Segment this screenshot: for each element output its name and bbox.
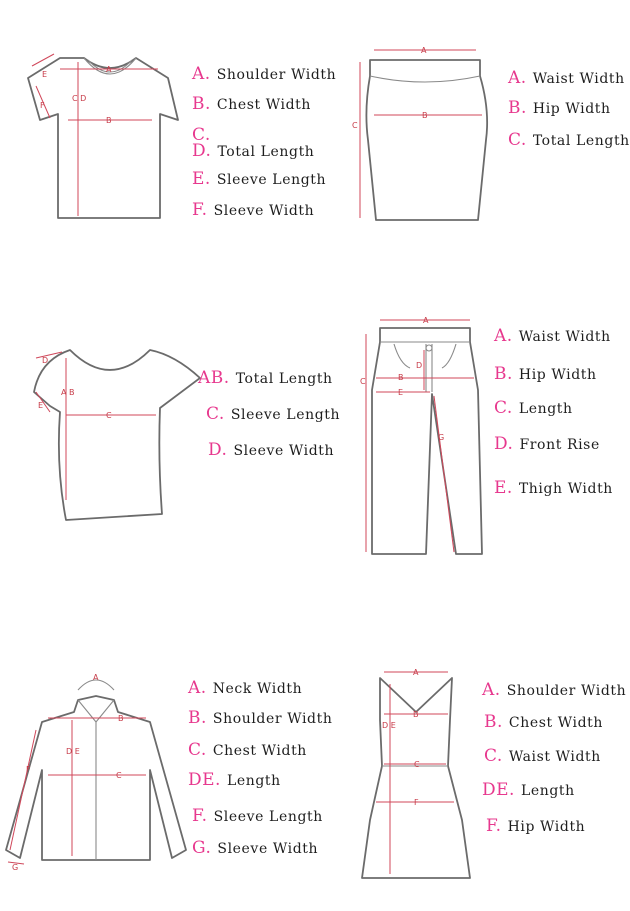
shirt-mark-f: F [26,765,31,774]
shirt-mark-a: A [93,673,99,682]
dress-mark-a: A [413,668,419,677]
legend-item: C. Sleeve Length [206,404,341,424]
skirt-panel [350,0,630,240]
skirt-mark-b: B [422,111,428,120]
legend-item: B. Shoulder Width [188,708,333,728]
legend-item: E. Thigh Width [494,478,613,498]
legend-item: DE. Length [188,770,281,790]
legend-item: A. Shoulder Width [482,680,627,700]
legend-item: A. Waist Width [494,326,611,346]
tshirt-mark-cd: C D [72,94,87,103]
dress-mark-de: D E [382,721,396,730]
pants-mark-c: C [360,377,366,386]
legend-item: B. Chest Width [484,712,604,732]
dress-panel [350,660,630,900]
dress-mark-b: B [413,710,419,719]
dress-mark-c: C [414,760,420,769]
pants-mark-d: D [416,361,423,370]
batwing-icon [0,300,200,540]
legend-item: B. Hip Width [508,98,611,118]
batwing-mark-ab: A B [61,388,75,397]
pants-icon [350,300,500,560]
shirt-panel [0,660,350,900]
pants-mark-g: G [438,433,445,442]
pants-mark-a: A [423,316,429,325]
legend-item: B. Hip Width [494,364,597,384]
legend-item: D. Total Length [192,141,315,161]
dress-mark-f: F [414,798,419,807]
legend-item: E. Sleeve Length [192,169,327,189]
legend-item: C. Total Length [508,130,630,150]
shirt-icon [0,660,190,890]
shirt-mark-g: G [12,863,19,872]
batwing-panel [0,300,350,560]
dress-icon [350,660,490,890]
legend-item: F. Sleeve Width [192,200,315,220]
legend-item: A. Shoulder Width [192,64,337,84]
tshirt-mark-e: E [42,70,48,79]
shirt-mark-de: D E [66,747,80,756]
skirt-icon [350,0,500,230]
legend-item: AB. Total Length [198,368,333,388]
legend-item: A. Neck Width [188,678,303,698]
legend-item: A. Waist Width [508,68,625,88]
pants-mark-e: E [398,388,404,397]
legend-item: DE. Length [482,780,575,800]
legend-item: D. Sleeve Width [208,440,335,460]
pants-panel [350,300,630,570]
legend-item: D. Front Rise [494,434,600,454]
legend-item: F. Sleeve Length [192,806,323,826]
legend-item: C. Waist Width [484,746,601,766]
tshirt-mark-a: A [106,65,112,74]
batwing-mark-e: E [38,401,44,410]
batwing-mark-d: D [42,356,49,365]
legend-item: F. Hip Width [486,816,586,836]
legend-item: B. Chest Width [192,94,312,114]
pants-mark-b: B [398,373,404,382]
skirt-mark-c: C [352,121,358,130]
legend-item: G. Sleeve Width [192,838,319,858]
tshirt-panel [0,0,350,240]
legend-item: C. [192,125,211,145]
shirt-mark-c: C [116,771,122,780]
tshirt-mark-b: B [106,116,112,125]
legend-item: C. Length [494,398,573,418]
legend-item: C. Chest Width [188,740,307,760]
skirt-mark-a: A [421,46,427,55]
shirt-mark-b: B [118,714,124,723]
batwing-mark-c: C [106,411,112,420]
tshirt-icon [0,0,180,230]
tshirt-mark-f: F [40,101,45,110]
